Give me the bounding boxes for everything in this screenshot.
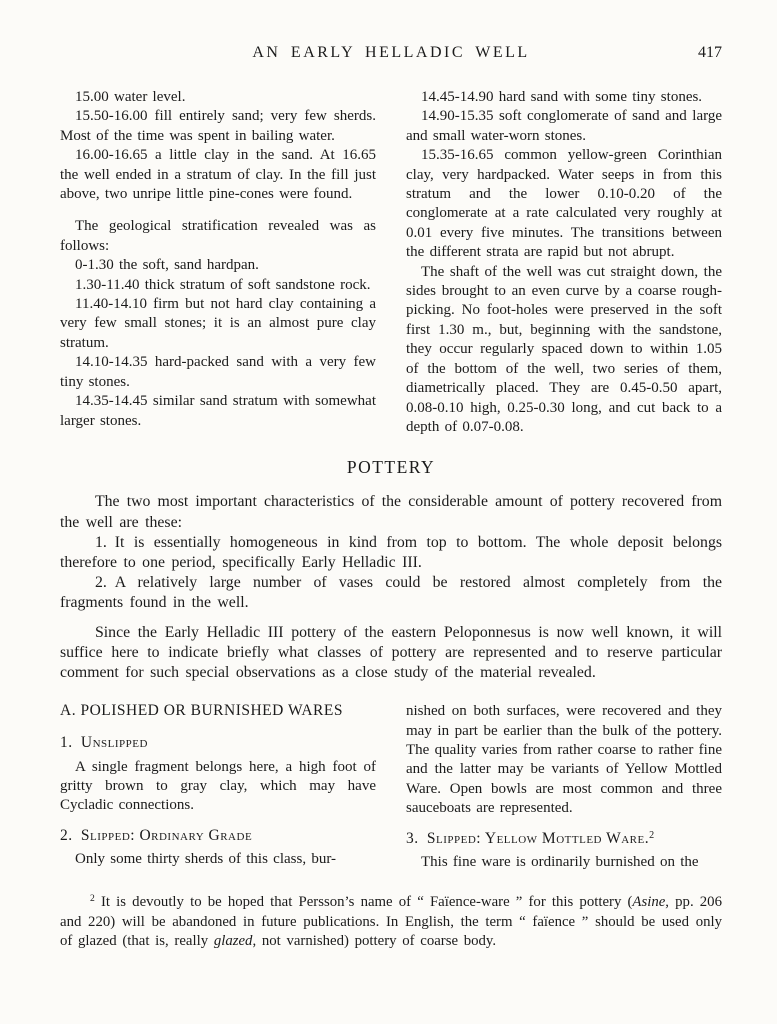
strat-paragraph: The shaft of the well was cut straight down, the sides brought to an even curve by a coarse rough-picking. No foot-holes were preserved in the soft first 1.30 m., but, beginning with the sandstone, they occur regularly spaced down to within 1.05 of the bottom of the well, two series of them, diametrically placed. They are 0.45-0.50 apart, 0.08-0.10 high, 0.25-0.30 long, and cut back to a depth of 0.07-0.08. xyxy=(406,263,722,435)
running-title: AN EARLY HELLADIC WELL xyxy=(252,44,530,61)
footnote-reference-mark: 2 xyxy=(649,829,655,841)
subsection-2-label: 2. Slipped: Ordinary Grade xyxy=(60,826,253,844)
pottery-since-paragraph: Since the Early Helladic III pottery of the eastern Peloponnesus is now well known, it will suffice here to indicate briefly what classes of pottery are represented and to reserve particular comment for such special observations as a close study of the material revealed. xyxy=(60,623,722,681)
page-header xyxy=(60,44,722,66)
strat-entry: 11.40-14.10 firm but not hard clay containing a very few small stones; it is an almost pure clay stratum. xyxy=(60,296,376,351)
strat-entry: 15.50-16.00 fill entirely sand; very few sherds. Most of the time was spent in bailing water. xyxy=(60,108,376,144)
subsection-2-continuation: nished on both surfaces, were recovered and they may in part be earlier than the bulk of the pottery. The quality varies from rather coarse to rather fine and the latter may be variants of Yellow Mottled Ware. Open bowls are most common and three sauceboats are represented. xyxy=(406,703,722,817)
subsection-3-body: This fine ware is ordinarily burnished on the xyxy=(421,853,699,870)
strat-entry: 1.30-11.40 thick stratum of soft sandstone rock. xyxy=(75,276,371,293)
subsection-1-label: 1. Unslipped xyxy=(60,734,148,752)
subsection-1-body: A single fragment belongs here, a high foot of gritty brown to gray clay, which may have Cycladic connections. xyxy=(60,758,376,814)
pottery-section-heading: POTTERY xyxy=(346,457,436,478)
pottery-numbered-item: 2. A relatively large number of vases could be restored almost completely from the fragments found in the well. xyxy=(60,574,722,612)
section-a-left-column xyxy=(60,702,376,872)
section-a-right-column xyxy=(406,702,722,872)
strat-entry: 14.45-14.90 hard sand with some tiny stones. xyxy=(421,89,703,105)
subsection-3-label-text: 3. Slipped: Yellow Mottled Ware. xyxy=(406,829,650,847)
strat-entry: 16.00-16.65 a little clay in the sand. At 16.65 the well ended in a stratum of clay. In the fill just above, two unripe little pine-cones were found. xyxy=(60,147,376,203)
pottery-numbered-item: 1. It is essentially homogeneous in kind from top to bottom. The whole deposit belongs therefore to one period, specifically Early Helladic III. xyxy=(60,533,722,571)
pottery-intro-paragraph: The two most important characteristics of the considerable amount of pottery recovered from the well are these: xyxy=(60,493,722,531)
paragraph-gap xyxy=(60,204,376,217)
subsection-2-body: Only some thirty sherds of this class, bur- xyxy=(75,851,337,868)
strat-entry: 14.90-15.35 soft conglomerate of sand and large and small water-worn stones. xyxy=(406,108,722,144)
section-a-heading: A. POLISHED OR BURNISHED WARES xyxy=(60,702,343,720)
strat-entry: 0-1.30 the soft, sand hardpan. xyxy=(75,257,259,274)
strat-entry: 15.00 water level. xyxy=(75,89,186,105)
strat-entry: 15.35-16.65 common yellow-green Corinthian clay, very hardpacked. Water seeps in from this stratum and the lower 0.10-0.20 of the conglomerate at a rate calculated very roughly at 0.01 every five minutes. The transitions between the different strata are rapid but not abrupt. xyxy=(406,147,722,261)
strat-entry: 14.35-14.45 similar sand stratum with somewhat larger stones. xyxy=(60,393,376,429)
section-a-columns xyxy=(60,702,722,872)
subsection-3-label xyxy=(406,829,722,848)
stratigraphy-left-column xyxy=(60,88,376,437)
strat-paragraph: The geological stratification revealed was as follows: xyxy=(60,218,376,254)
footnote: $^2$ It is devoutly to be hoped that Persson’s name of “ Faïence-ware ” for this pottery (Asine, pp. 206 and 220) will be abandoned in future publications. In English, the term “ faïence ” should be used only of glazed (that is, really glazed, not varnished) pottery of coarse body. xyxy=(60,893,722,950)
strat-entry: 14.10-14.35 hard-packed sand with a very few tiny stones. xyxy=(60,354,376,390)
stratigraphy-columns xyxy=(60,88,722,437)
stratigraphy-right-column xyxy=(406,88,722,437)
page-number: 417 xyxy=(698,44,722,61)
